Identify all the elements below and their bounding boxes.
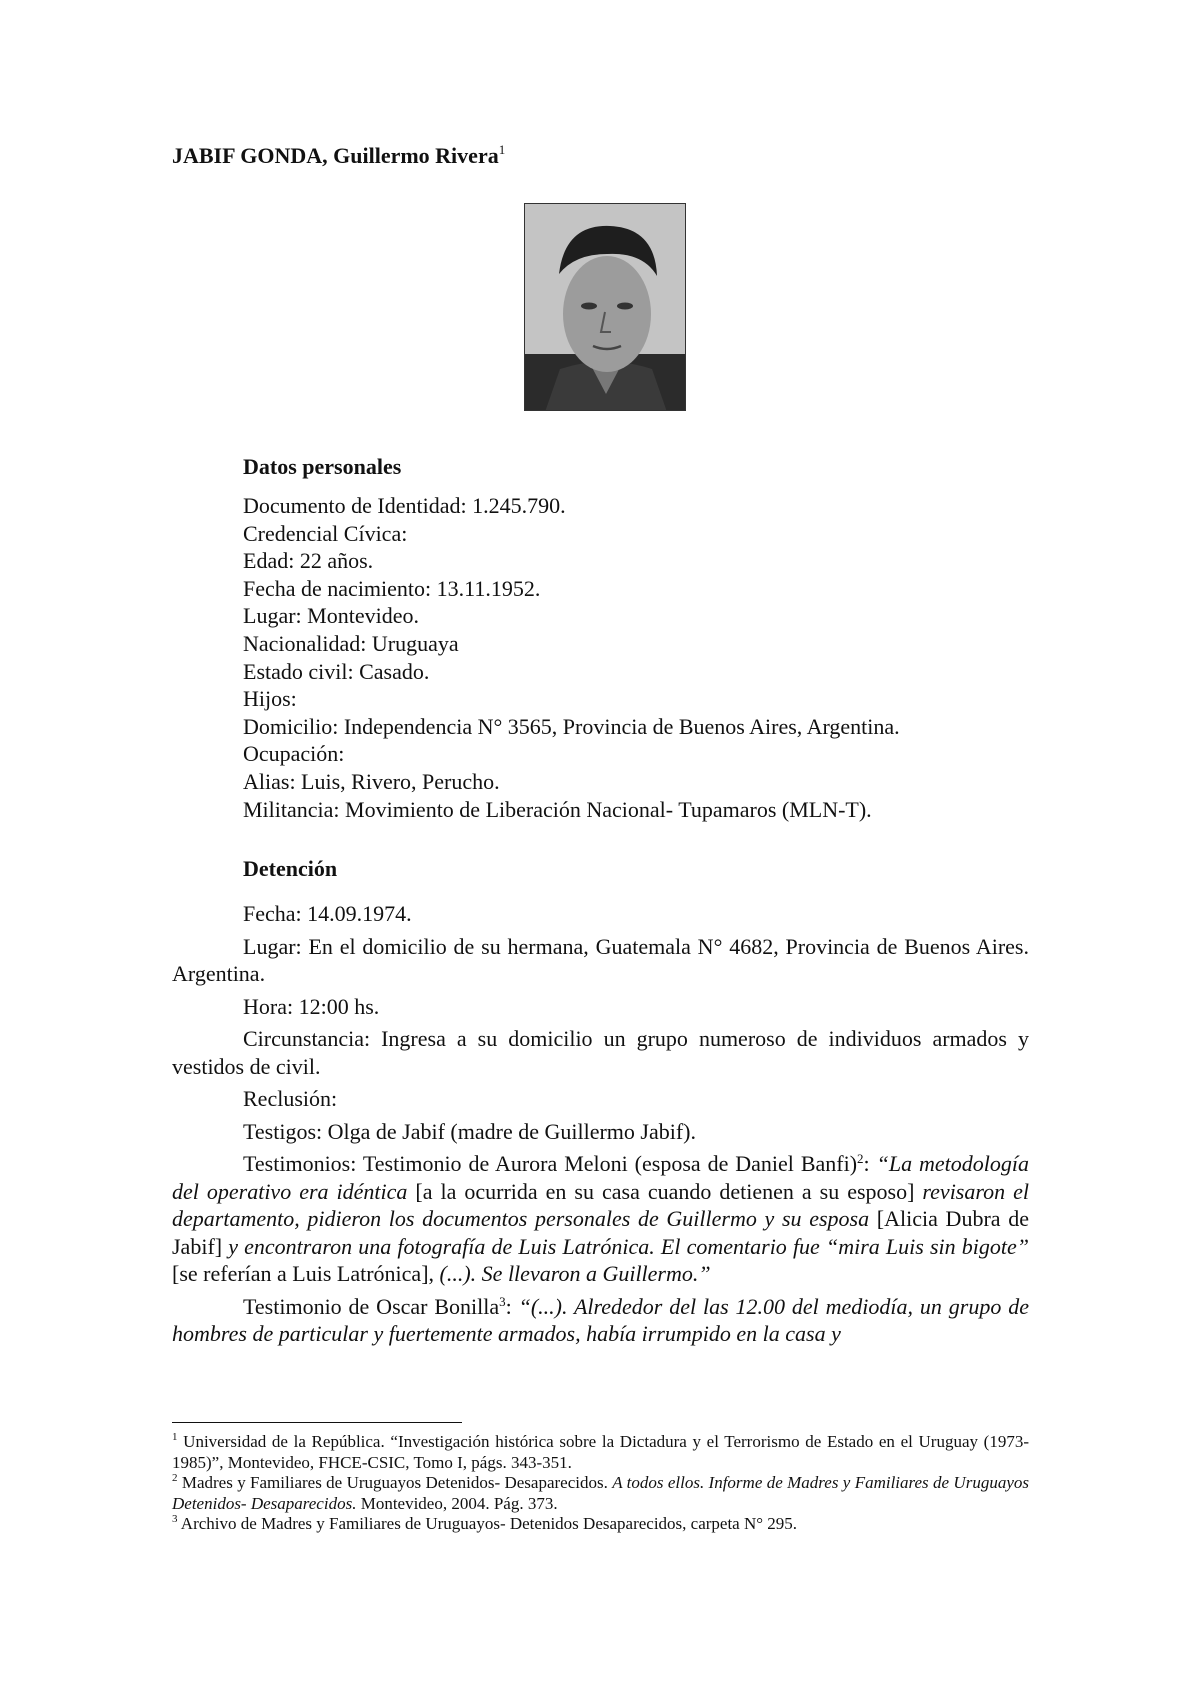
list-item: Domicilio: Independencia N° 3565, Provincia de Buenos Aires, Argentina.	[243, 713, 900, 739]
list-item: Lugar: Montevideo.	[243, 603, 419, 629]
quote-text: (...). Se llevaron a Guillermo.”	[439, 1261, 711, 1286]
list-item: Militancia: Movimiento de Liberación Nacional- Tupamaros (MLN-T).	[243, 796, 872, 822]
list-item: Edad: 22 años.	[243, 548, 374, 574]
footnote-3	[172, 1514, 1029, 1535]
quote-text: “(...). Alrededor del las 12.00 del mediodía, un grupo de hombres de particular y fuertemente armados, había irrumpido en la casa y	[172, 1293, 1029, 1346]
footnote-ref: 3	[499, 1293, 506, 1309]
title-name: JABIF GONDA, Guillermo Rivera	[172, 143, 499, 168]
list-item: Ocupación:	[243, 741, 345, 767]
personal-data-heading: Datos personales	[243, 454, 402, 479]
detention-heading: Detención	[243, 856, 338, 881]
portrait-photo	[524, 203, 686, 411]
footnote-text: Montevideo, 2004. Pág. 373.	[356, 1493, 558, 1513]
testimony-meloni	[172, 1150, 1029, 1288]
footnote-number: 3	[172, 1513, 178, 1525]
portrait-image	[525, 204, 686, 411]
list-item: Alias: Luis, Rivero, Perucho.	[243, 768, 500, 794]
detention-place: Lugar: En el domicilio de su hermana, Guatemala N° 4682, Provincia de Buenos Aires. Argentina.	[172, 933, 1029, 986]
title-footnote-ref: 1	[498, 142, 506, 157]
testimony-colon: :	[863, 1151, 877, 1176]
detention-circumstance: Circunstancia: Ingresa a su domicilio un grupo numeroso de individuos armados y vestidos de civil.	[172, 1026, 1029, 1079]
detention-date: Fecha: 14.09.1974.	[243, 901, 412, 926]
list-item: Documento de Identidad: 1.245.790.	[243, 493, 566, 518]
list-item: Nacionalidad: Uruguaya	[243, 630, 459, 656]
footnotes	[172, 1432, 1029, 1535]
list-item: Fecha de nacimiento: 13.11.1952.	[243, 575, 541, 601]
footnote-text: Archivo de Madres y Familiares de Uruguayos- Detenidos Desaparecidos, carpeta N° 295.	[177, 1514, 798, 1533]
bracket-note: [se referían a Luis Latrónica],	[172, 1261, 440, 1286]
footnote-divider	[172, 1422, 462, 1423]
bracket-note: [a la ocurrida en su casa cuando detienen a su esposo]	[407, 1178, 923, 1204]
detention-reclusion: Reclusión:	[243, 1086, 338, 1111]
list-item: Credencial Cívica:	[243, 520, 408, 546]
footnote-number: 2	[172, 1472, 178, 1484]
footnote-title: A todos ellos. Informe de Madres y Familiares de Uruguayos Detenidos- Desaparecidos.	[172, 1473, 1029, 1513]
testimony-intro: Testimonios: Testimonio de Aurora Meloni (esposa de Daniel Banfi)	[243, 1151, 858, 1176]
list-item: Estado civil: Casado.	[243, 658, 430, 684]
quote-text: y encontraron una fotografía de Luis Latrónica. El comentario fue “mira Luis sin bigote”	[228, 1233, 1029, 1259]
testimony-colon: :	[505, 1293, 519, 1319]
testimony-bonilla	[172, 1293, 1029, 1348]
footnote-1	[172, 1432, 1029, 1473]
quote-text: revisaron el departamento, pidieron los documentos personales de Guillermo y su esposa	[172, 1178, 1029, 1231]
footnote-2	[172, 1473, 1029, 1514]
detention-body	[172, 900, 1029, 1353]
page-title	[172, 142, 505, 169]
bracket-note: [Alicia Dubra de Jabif]	[172, 1206, 1029, 1259]
quote-text: “La metodología del operativo era idéntica	[172, 1151, 1029, 1204]
footnote-ref: 2	[857, 1151, 864, 1166]
footnote-text: Madres y Familiares de Uruguayos Detenidos- Desaparecidos.	[177, 1473, 613, 1492]
detention-time: Hora: 12:00 hs.	[243, 993, 380, 1019]
footnote-number: 1	[172, 1431, 178, 1443]
personal-data-list	[243, 492, 1073, 823]
list-item: Hijos:	[243, 686, 297, 712]
footnote-text: Universidad de la República. “Investigación histórica sobre la Dictadura y el Terrorismo de Estado en el Uruguay (1973-1985)”, Montevideo, FHCE-CSIC, Tomo I, págs. 343-351.	[172, 1432, 1029, 1472]
detention-witnesses: Testigos: Olga de Jabif (madre de Guillermo Jabif).	[243, 1118, 696, 1144]
testimony-intro: Testimonio de Oscar Bonilla	[243, 1293, 500, 1319]
